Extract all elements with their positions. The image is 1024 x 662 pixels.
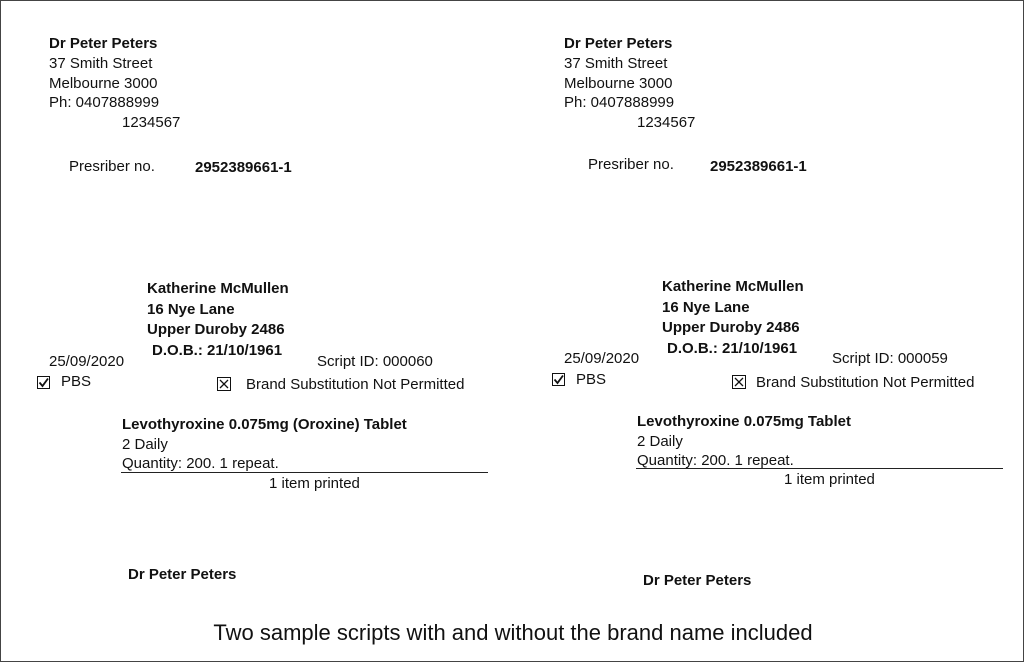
checkmark-icon (38, 377, 49, 388)
doctor-street: 37 Smith Street (49, 55, 153, 72)
patient-dob: D.O.B.: 21/10/1961 (152, 342, 283, 359)
doctor-phone: Ph: 0407888999 (49, 94, 160, 111)
medication-quantity: Quantity: 200. 1 repeat. (637, 452, 794, 469)
cross-icon (733, 376, 745, 388)
medication-dose: 2 Daily (637, 433, 683, 450)
pbs-checkbox[interactable] (552, 373, 565, 386)
caption: Two sample scripts with and without the brand name included (213, 620, 813, 645)
items-printed: 1 item printed (784, 471, 875, 488)
doctor-city: Melbourne 3000 (564, 75, 673, 92)
doctor-phone: Ph: 0407888999 (564, 94, 675, 111)
cross-icon (218, 378, 230, 390)
pbs-label: PBS (61, 373, 92, 390)
patient-suburb: Upper Duroby 2486 (147, 321, 285, 338)
doctor-street: 37 Smith Street (564, 55, 668, 72)
medication-name: Levothyroxine 0.075mg Tablet (637, 413, 851, 430)
signature-name: Dr Peter Peters (128, 566, 237, 583)
divider-line (636, 468, 1003, 469)
pbs-label: PBS (576, 371, 607, 388)
prescriber-label: Presriber no. (69, 158, 155, 175)
script-id: Script ID: 000059 (832, 350, 948, 367)
script-id: Script ID: 000060 (317, 353, 433, 370)
doctor-city: Melbourne 3000 (49, 75, 158, 92)
doctor-name: Dr Peter Peters (564, 35, 673, 52)
patient-name: Katherine McMullen (147, 280, 289, 297)
signature-name: Dr Peter Peters (643, 572, 752, 589)
script-date: 25/09/2020 (564, 350, 640, 367)
checkmark-icon (553, 374, 564, 385)
patient-street: 16 Nye Lane (662, 299, 750, 316)
medication-quantity: Quantity: 200. 1 repeat. (122, 455, 279, 472)
patient-street: 16 Nye Lane (147, 301, 235, 318)
prescriber-number: 2952389661-1 (195, 159, 292, 176)
brand-substitution-label: Brand Substitution Not Permitted (756, 374, 975, 391)
items-printed: 1 item printed (269, 475, 360, 492)
patient-suburb: Upper Duroby 2486 (662, 319, 800, 336)
prescription-right (516, 1, 1024, 601)
divider-line (121, 472, 488, 473)
medication-dose: 2 Daily (122, 436, 168, 453)
doctor-phone-secondary: 1234567 (637, 114, 696, 131)
prescription-left (1, 1, 513, 601)
doctor-name: Dr Peter Peters (49, 35, 158, 52)
script-date: 25/09/2020 (49, 353, 125, 370)
brand-substitution-label: Brand Substitution Not Permitted (246, 376, 465, 393)
doctor-phone-secondary: 1234567 (122, 114, 181, 131)
patient-dob: D.O.B.: 21/10/1961 (667, 340, 798, 357)
pbs-checkbox[interactable] (37, 376, 50, 389)
patient-name: Katherine McMullen (662, 278, 804, 295)
prescriber-label: Presriber no. (588, 156, 674, 173)
prescriber-number: 2952389661-1 (710, 158, 807, 175)
brand-substitution-checkbox[interactable] (217, 377, 231, 391)
medication-name: Levothyroxine 0.075mg (Oroxine) Tablet (122, 416, 407, 433)
brand-substitution-checkbox[interactable] (732, 375, 746, 389)
